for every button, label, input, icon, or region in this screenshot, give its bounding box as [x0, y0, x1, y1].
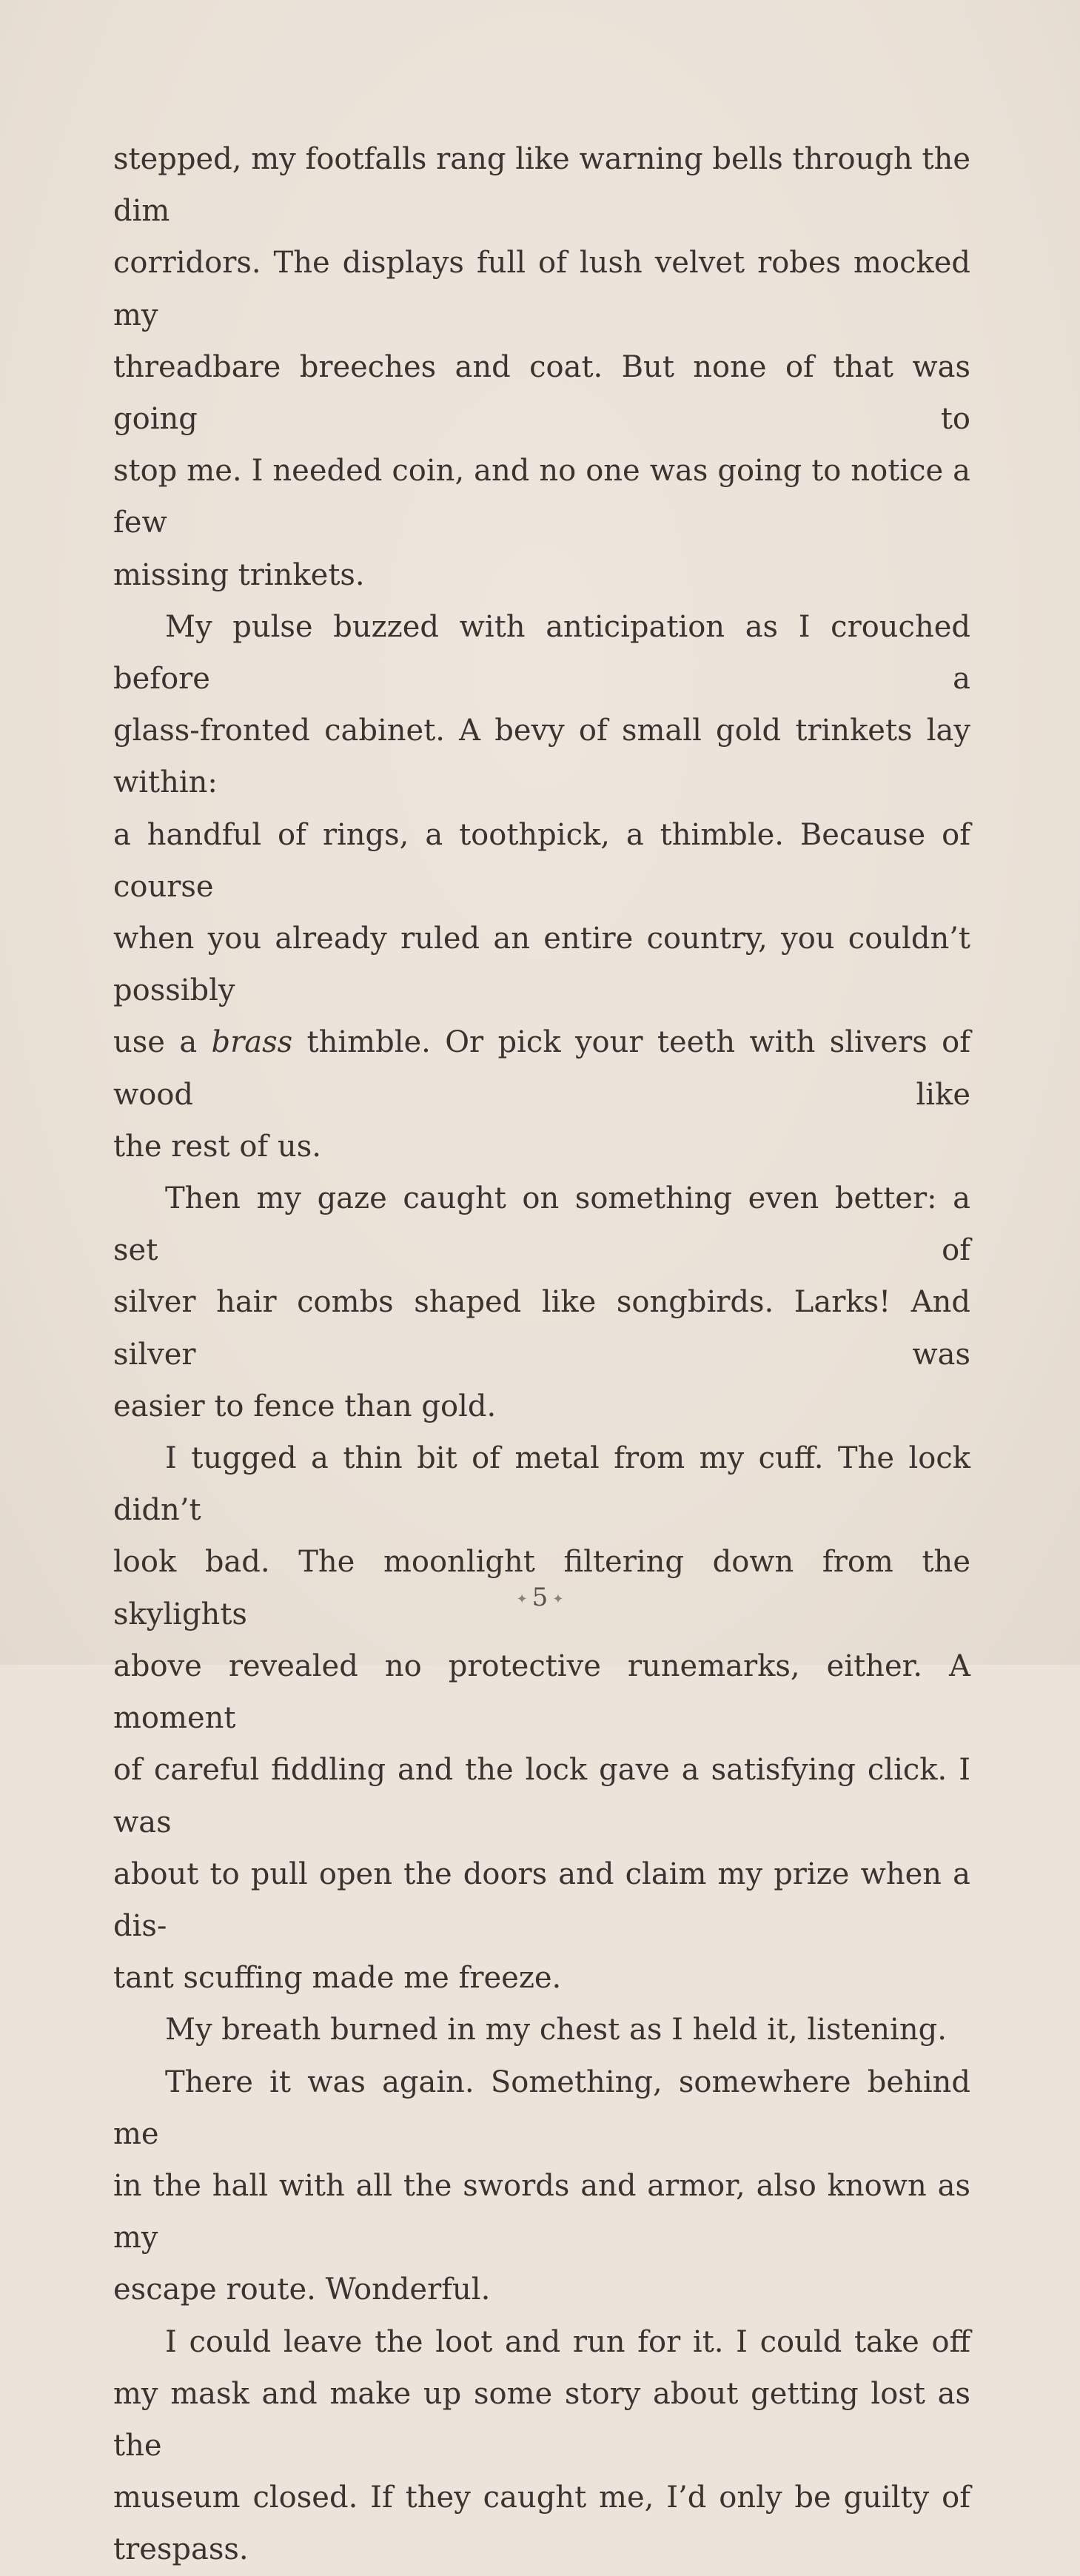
text-line: my mask and make up some story about getting lost as the [113, 2376, 970, 2463]
text-line: about to pull open the doors and claim my prize when a dis- [113, 1856, 970, 1943]
text-line: missing trinkets. [113, 557, 365, 592]
paragraph [113, 133, 970, 601]
text-line: I could leave the loot and run for it. I could take off [165, 2324, 970, 2359]
text-line: silver hair combs shaped like songbirds. Larks! And silver was [113, 1285, 970, 1372]
text-line: escape route. Wonderful. [113, 2273, 491, 2307]
ornament-left-icon: ✦ [516, 1591, 528, 1607]
text-line: museum closed. If they caught me, I’d only be guilty of trespass. [113, 2481, 970, 2567]
paragraph [113, 1173, 970, 1432]
ornament-right-icon: ✦ [552, 1591, 564, 1607]
paragraph [113, 601, 970, 1173]
text-line: use a brass thimble. Or pick your teeth with slivers of wood like [113, 1025, 970, 1112]
text-line: corridors. The displays full of lush velvet robes mocked my [113, 246, 970, 332]
text-line: when you already ruled an entire country, you couldn’t possibly [113, 922, 970, 1008]
text-line: threadbare breeches and coat. But none of that was going to [113, 349, 970, 437]
paragraph [113, 1432, 970, 2004]
text-line: glass-fronted cabinet. A bevy of small gold trinkets lay within: [113, 714, 970, 800]
text-line: There it was again. Something, somewhere behind me [113, 2065, 970, 2151]
text-line: stop me. I needed coin, and no one was going to notice a few [113, 454, 970, 540]
text-line: in the hall with all the swords and armor, also known as my [113, 2168, 970, 2255]
text-line: a handful of rings, a toothpick, a thimble. Because of course [113, 817, 970, 904]
body-text [113, 133, 970, 2576]
page-number: 5 [531, 1583, 549, 1612]
text-line: My pulse buzzed with anticipation as I crouched before a [113, 609, 970, 697]
paragraph [113, 2056, 970, 2316]
text-line: Then my gaze caught on something even better: a set of [113, 1181, 970, 1268]
text-line: above revealed no protective runemarks, either. A moment [113, 1648, 970, 1736]
text-line: the rest of us. [113, 1129, 321, 1164]
text-line: look bad. The moonlight filtering down from the skylights [113, 1545, 970, 1631]
text-line: stepped, my footfalls rang like warning bells through the dim [113, 142, 970, 229]
text-line: easier to fence than gold. [113, 1389, 497, 1423]
page-footer [0, 1583, 1080, 1612]
text-line: My breath burned in my chest as I held it, listening. [165, 2013, 947, 2047]
text-line: of careful fiddling and the lock gave a satisfying click. I was [113, 1753, 970, 1839]
paragraph [113, 2316, 970, 2576]
text-line: I tugged a thin bit of metal from my cuff. The lock didn’t [113, 1441, 970, 1528]
text-line: tant scuffing made me freeze. [113, 1961, 562, 1996]
paragraph [113, 2004, 970, 2056]
